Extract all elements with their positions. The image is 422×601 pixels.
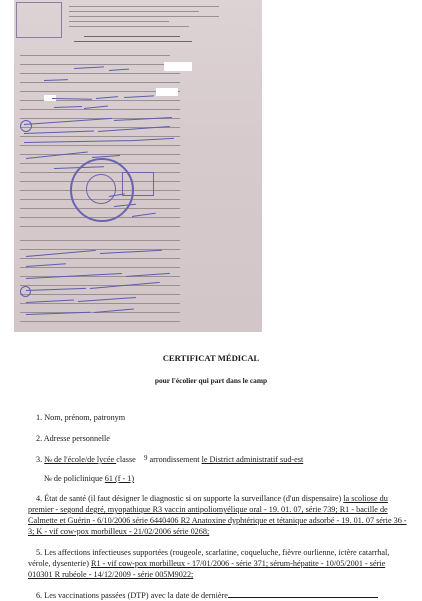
school-label: № de l'école/de lycée (44, 455, 117, 464)
rectangular-stamp (122, 172, 154, 196)
corner-stamp (16, 2, 62, 38)
certificate-subtitle: pour l'écolier qui part dans le camp (154, 376, 268, 385)
item-2-address: 2. Adresse personnelle (36, 434, 110, 443)
district-value: le District administratif sud-est (201, 455, 304, 464)
arrondissement-label: arrondissement (149, 455, 200, 464)
item-5-infections: 5. Les affections infectieuses supportées (rougeole, scarlatine, coqueluche, fièvre ourlienne, ictère catarrhal, vérole, dysenterie) R1 - vif cow-pox morbilleux - 17/01/2006 - série 371; sérum-hépatite - 10/05/2001 - série 010301 R rubéole - 14/12/2009 - série 005M9022; (28, 548, 390, 579)
class-value: 9 (143, 454, 148, 462)
class-label: classe (116, 455, 136, 464)
item-4-health-state: 4. État de santé (il faut désigner le diagnostic si on supporte la surveillance (d'un dispensaire) la scoliose du premier - segond degré, myopathique R3 vaccin antipoliomyélique oral - 19. 01. 07, série 739; R1 - bacille de Calmette et Guérin - 6/10/2006 série 6440406 R2 Anatoxine dyphtérique et tétanique adsorbé - 19. 01. 07 série 36 - 3; K - vif cow-pox morbilleux - 21/02/2006 série 0268; (28, 494, 407, 536)
item-1-name: 1. Nom, prénom, patronym (36, 413, 126, 422)
item-3-school: 3. № de l'école/de lycée classe 9 arrondissement le District administratif sud-est (36, 454, 304, 464)
policlinic-label: № de policlinique (44, 474, 105, 483)
policlinic-line (44, 473, 134, 484)
item-6-vaccinations: 6. Les vaccinations passées (DTP) avec la date de dernière (36, 589, 378, 601)
scanned-medical-form-image (14, 0, 262, 332)
policlinic-value: 61 (f - 1) (104, 474, 135, 483)
certificate-title: CERTIFICAT MÉDICAL (162, 353, 260, 363)
